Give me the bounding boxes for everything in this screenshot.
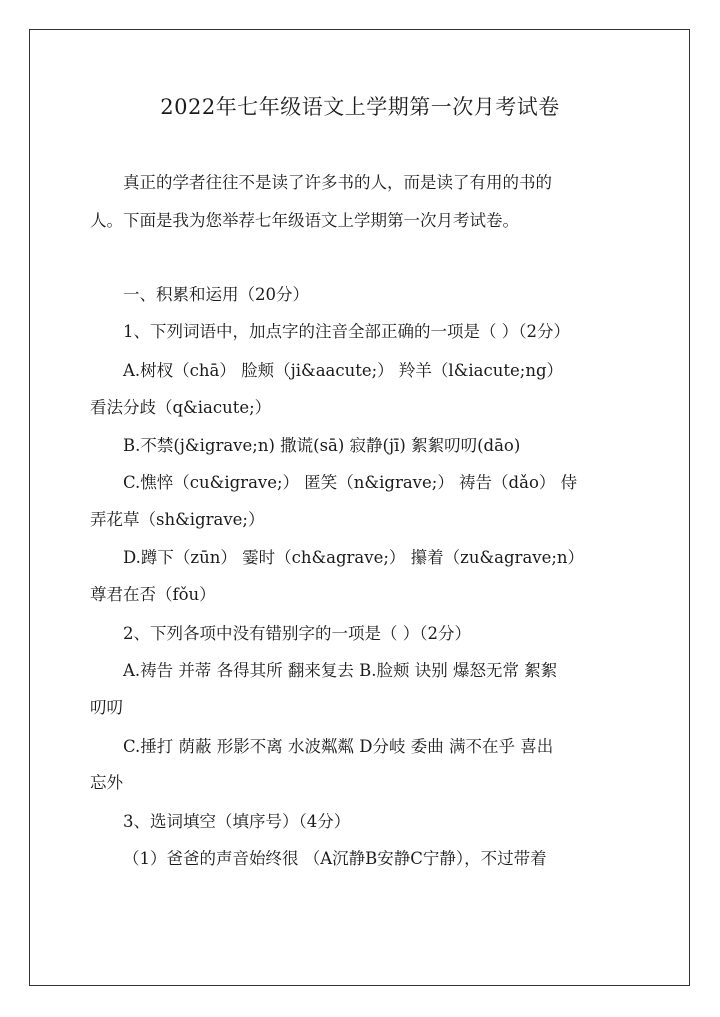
question-1-option-c-cont: 弄花草（sh&igrave;） <box>90 510 265 529</box>
intro-line-2: 人。下面是我为您举荐七年级语文上学期第一次月考试卷。 <box>90 211 519 230</box>
intro-line-1: 真正的学者往往不是读了许多书的人，而是读了有用的书的 <box>123 173 552 192</box>
question-1-option-a: A.树杈（chā） 脸颊（ji&aacute;） 羚羊（l&iacute;ng） <box>123 361 564 380</box>
question-1-option-b: B.不禁(j&igrave;n) 撒谎(sā) 寂静(jī) 絮絮叨叨(dāo) <box>123 436 521 455</box>
page-title: 2022年七年级语文上学期第一次月考试卷 <box>160 95 560 119</box>
question-3-item-1: （1）爸爸的声音始终很 （A沉静B安静C宁静），不过带着 <box>123 849 547 868</box>
question-2-options-cd: C.捶打 荫蔽 形影不离 水波粼粼 D分岐 委曲 满不在乎 喜出 <box>123 737 554 756</box>
question-2-options-ab-cont: 叨叨 <box>90 698 123 717</box>
question-2-options-cd-cont: 忘外 <box>90 773 123 792</box>
question-1-option-d: D.蹲下（zūn） 霎时（ch&agrave;） 攥着（zu&agrave;n） <box>123 548 585 567</box>
question-1-option-d-cont: 尊君在否（fǒu） <box>90 585 216 604</box>
question-1-option-c: C.憔悴（cu&igrave;） 匿笑（n&igrave;） 祷告（dǎo） 侍 <box>123 473 578 492</box>
question-2-stem: 2、下列各项中没有错别字的一项是（ ）（2分） <box>123 624 471 643</box>
question-1-option-a-cont: 看法分歧（q&iacute;） <box>90 398 272 417</box>
section-heading: 一、积累和运用（20分） <box>123 285 309 304</box>
question-2-options-ab: A.祷告 并蒂 各得其所 翻来复去 B.脸颊 诀别 爆怒无常 絮絮 <box>123 661 558 680</box>
question-3-stem: 3、选词填空（填序号）（4分） <box>123 812 351 831</box>
question-1-stem: 1、下列词语中，加点字的注音全部正确的一项是（ ）（2分） <box>123 322 570 341</box>
